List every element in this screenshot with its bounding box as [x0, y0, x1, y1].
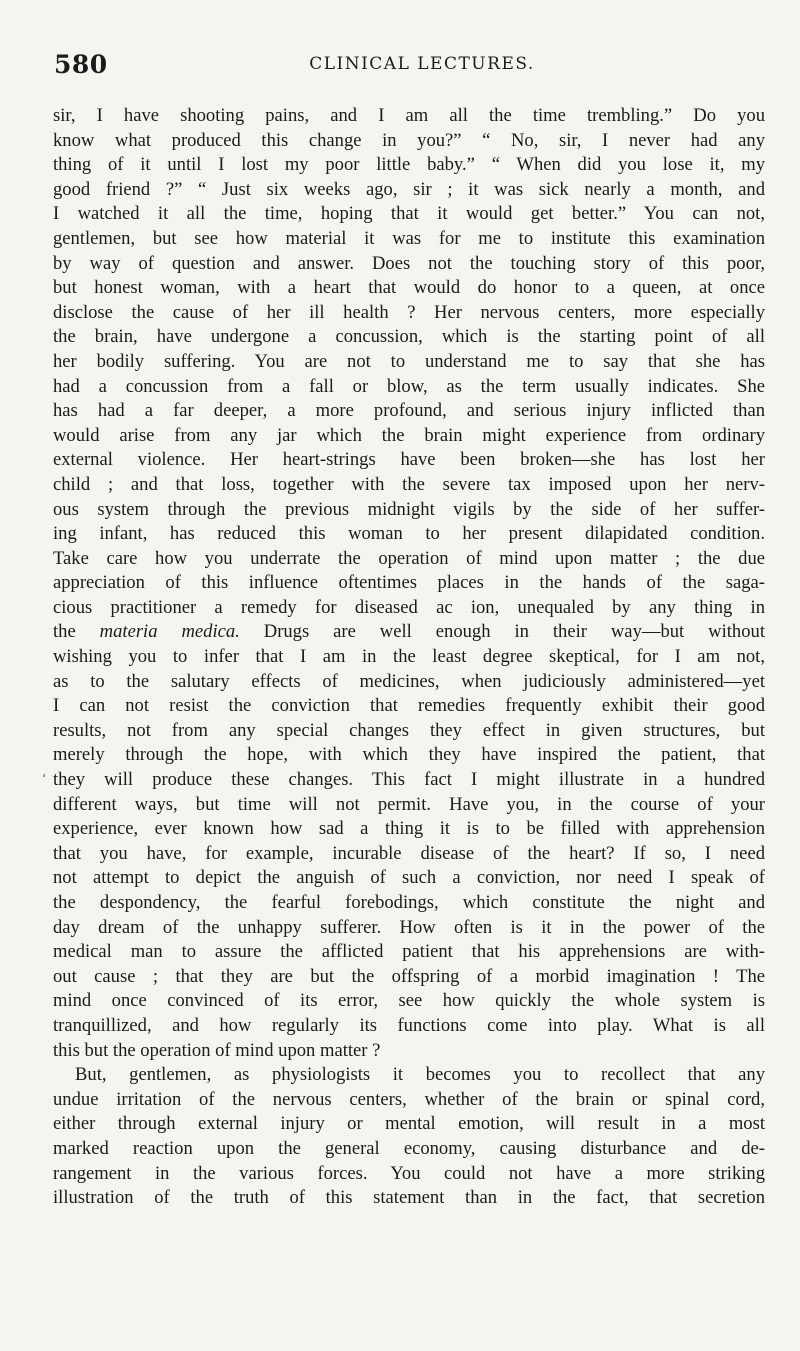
body-text [53, 104, 765, 1211]
running-head: CLINICAL LECTURES. [309, 54, 535, 74]
text-line: external violence. Her heart-strings have been broken—she has lost her [53, 449, 765, 471]
text-line: the brain, have undergone a concussion, which is the starting point of all [53, 326, 765, 348]
text-line: by way of question and answer. Does not the touching story of this poor, [53, 252, 765, 274]
text-line: I watched it all the time, hoping that it would get better.” You can not, [53, 203, 765, 225]
text-line: but honest woman, with a heart that would do honor to a queen, at once [53, 277, 765, 299]
page-number: 580 [54, 50, 108, 79]
text-line: child ; and that loss, together with the severe tax imposed upon her nerv- [53, 473, 765, 495]
em-before: the [53, 621, 100, 643]
text-line: appreciation of this influence oftentimes places in the hands of the saga- [53, 572, 765, 594]
text-line: has had a far deeper, a more profound, and serious injury inflicted than [53, 400, 765, 422]
materia-medica-italic: materia medica. [99, 621, 240, 643]
page-header [54, 50, 760, 80]
text-line: this but the operation of mind upon matter ? [53, 1039, 381, 1061]
text-line: her bodily suffering. You are not to understand me to say that she has [53, 350, 765, 372]
text-line: the despondency, the fearful forebodings, which constitute the night and [53, 892, 765, 913]
text-line: wishing you to infer that I am in the least degree skeptical, for I am not, [53, 646, 765, 668]
text-line: different ways, but time will not permit. Have you, in the course of your [53, 793, 765, 815]
text-line: that you have, for example, incurable disease of the heart? If so, I need [53, 842, 765, 864]
text-line: I can not resist the conviction that remedies frequently exhibit their good [53, 695, 765, 717]
text-line: not attempt to depict the anguish of such a conviction, nor need I speak of [53, 867, 765, 889]
text-line: experience, ever known how sad a thing it is to be filled with apprehension [53, 818, 765, 840]
text-line: would arise from any jar which the brain might experience from ordinary [53, 424, 765, 446]
text-line: undue irritation of the nervous centers, whether of the brain or spinal cord, [53, 1088, 765, 1110]
text-line: thing of it until I lost my poor little baby.” “ When did you lose it, my [53, 154, 765, 176]
text-line: cious practitioner a remedy for diseased ac ion, unequaled by any thing in [53, 596, 765, 618]
text-line: But, gentlemen, as physiologists it becomes you to recollect that any [75, 1064, 765, 1086]
text-line: mind once convinced of its error, see how quickly the whole system is [53, 990, 765, 1012]
margin-mark: ‘ [42, 772, 46, 786]
text-line: results, not from any special changes they effect in given structures, but [53, 719, 765, 741]
text-line: disclose the cause of her ill health ? Her nervous centers, more especially [53, 301, 765, 323]
text-line: Take care how you underrate the operation of mind upon matter ; the due [53, 547, 765, 569]
text-line: sir, I have shooting pains, and I am all the time trembling.” Do you [53, 105, 765, 126]
text-line: as to the salutary effects of medicines, when judiciously administered—yet [53, 670, 765, 692]
text-line: tranquillized, and how regularly its functions come into play. What is all [53, 1014, 765, 1036]
text-line: good friend ?” “ Just six weeks ago, sir ; it was sick nearly a month, and [53, 178, 765, 200]
text-line: had a concussion from a fall or blow, as the term usually indicates. She [53, 375, 765, 397]
text-line: marked reaction upon the general economy, causing disturbance and de- [53, 1137, 765, 1159]
text-line: rangement in the various forces. You could not have a more striking [53, 1162, 765, 1184]
text-line: ous system through the previous midnight vigils by the side of her suffer- [53, 498, 765, 520]
text-line: out cause ; that they are but the offspring of a morbid imagination ! The [53, 965, 765, 987]
text-line: medical man to assure the afflicted patient that his apprehensions are with- [53, 941, 765, 963]
text-line: know what produced this change in you?” “ No, sir, I never had any [53, 129, 765, 151]
text-line: either through external injury or mental emotion, will result in a most [53, 1113, 765, 1135]
em-after: Drugs are well enough in their way—but without [239, 621, 765, 643]
text-line: day dream of the unhappy sufferer. How often is it in the power of the [53, 916, 765, 938]
text-line: ing infant, has reduced this woman to her present dilapidated condition. [53, 523, 765, 545]
text-line: illustration of the truth of this statement than in the fact, that secretion [53, 1187, 765, 1209]
text-line: merely through the hope, with which they have inspired the patient, that [53, 744, 765, 766]
text-line: they will produce these changes. This fact I might illustrate in a hundred [53, 769, 765, 791]
text-line-materia-medica [53, 620, 765, 645]
text-line: gentlemen, but see how material it was for me to institute this examination [53, 227, 765, 249]
